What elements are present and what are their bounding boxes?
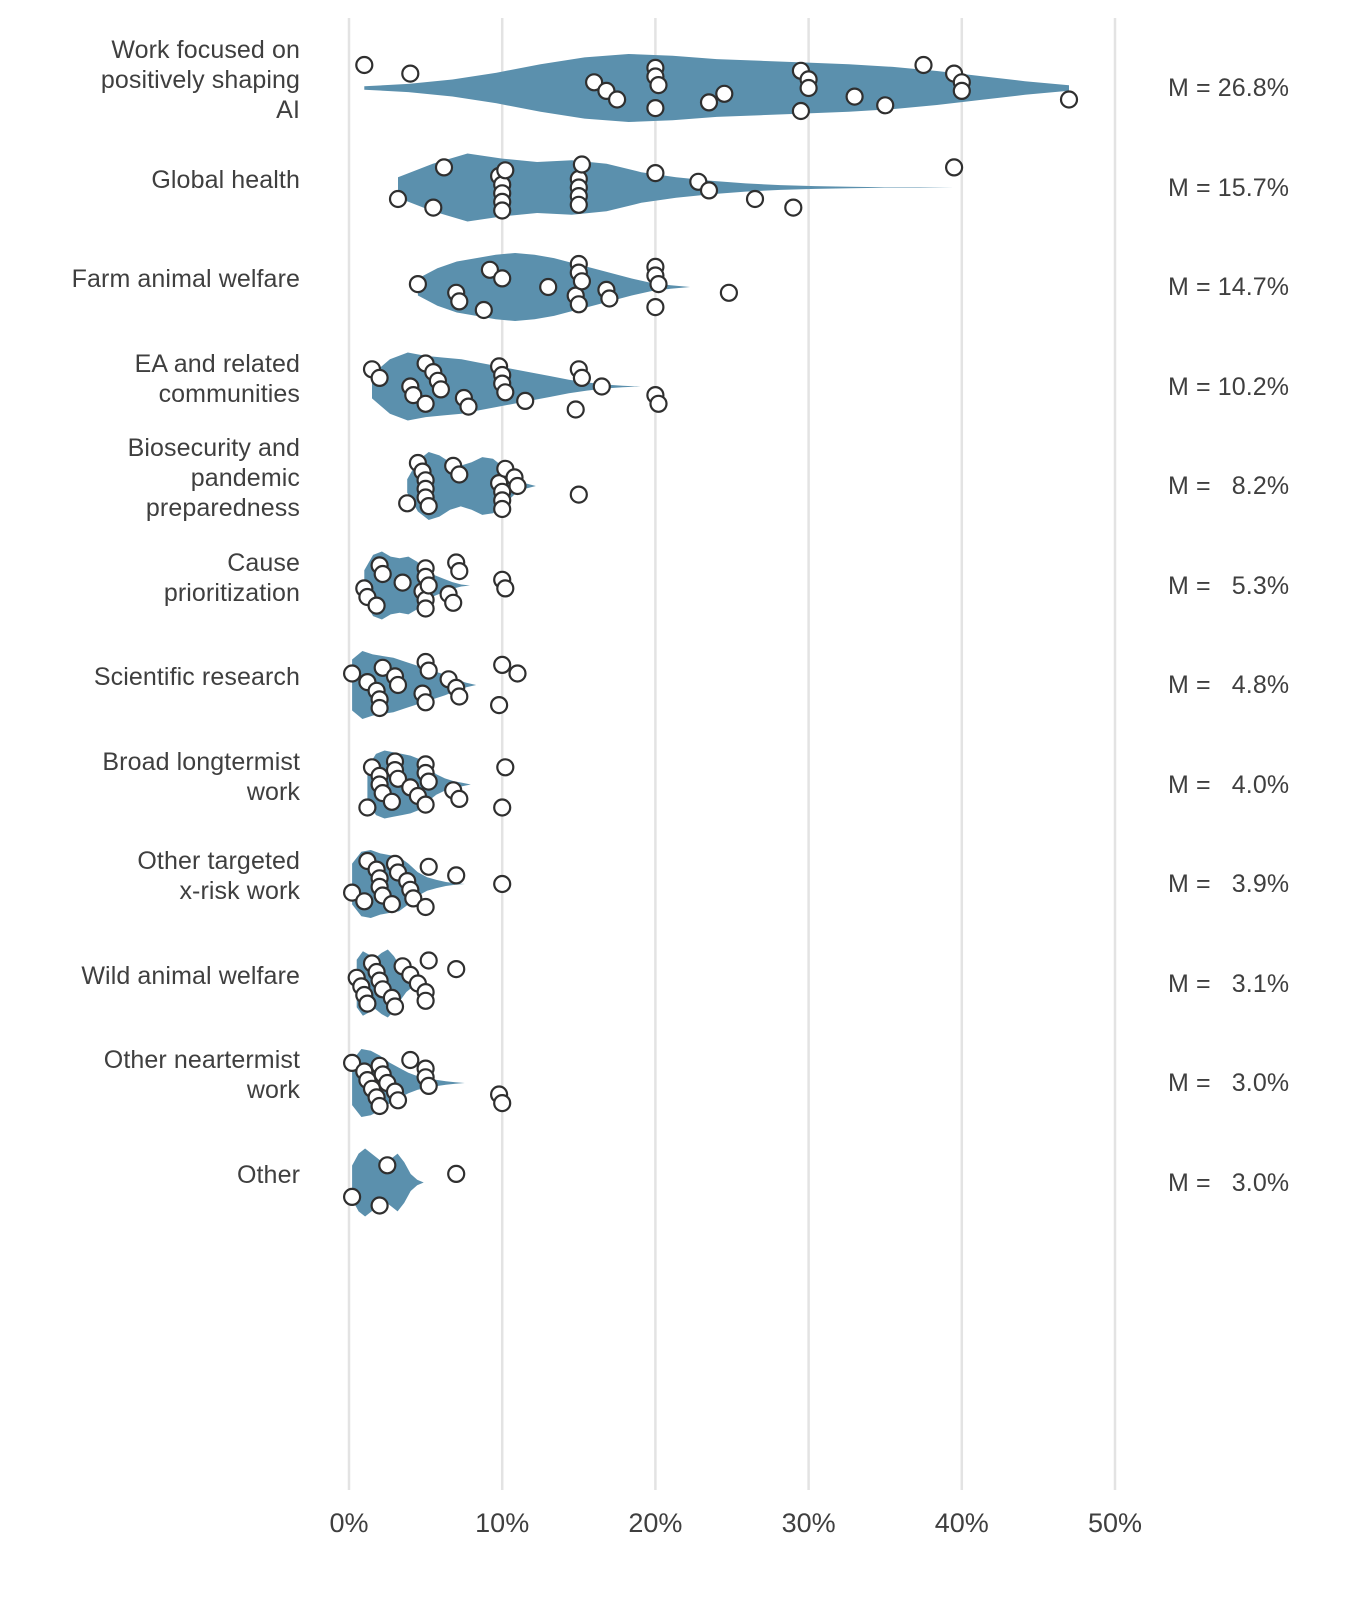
mean-label: M = 26.8% (1168, 74, 1290, 102)
x-tick-label: 40% (934, 1508, 989, 1538)
data-point (445, 595, 461, 611)
data-point (418, 396, 434, 412)
category-label: Farm animal welfare (71, 265, 300, 293)
data-point (395, 575, 411, 591)
mean-label: M = 8.2% (1168, 472, 1290, 500)
x-tick-label: 30% (781, 1508, 836, 1538)
data-point (461, 399, 477, 415)
data-point (448, 1166, 464, 1182)
mean-label: M = 3.1% (1168, 969, 1290, 998)
data-point (369, 598, 385, 614)
data-point (421, 774, 437, 790)
category-label: EA and related communities (134, 349, 300, 408)
data-point (372, 1198, 388, 1214)
data-point (451, 791, 467, 807)
data-point (451, 467, 467, 483)
category-label: Scientific research (93, 663, 300, 691)
data-point (359, 996, 375, 1012)
data-point (494, 657, 510, 673)
category-label: Biosecurity and pandemic preparedness (127, 434, 300, 522)
data-point (387, 999, 403, 1015)
category-label: Work focused on positively shaping AI (100, 36, 300, 124)
data-point (497, 580, 513, 596)
data-point (801, 80, 817, 96)
data-point (356, 57, 372, 73)
data-point (421, 663, 437, 679)
x-tick-label: 50% (1087, 1508, 1143, 1538)
mean-label: M = 3.0% (1168, 1069, 1290, 1097)
data-point (421, 498, 437, 514)
data-point (421, 578, 437, 594)
data-point (747, 191, 763, 207)
mean-label: M = 4.0% (1168, 770, 1290, 799)
data-point (716, 86, 732, 102)
data-point (410, 276, 426, 292)
data-point (494, 800, 510, 816)
data-point (877, 97, 893, 113)
data-point (954, 83, 970, 99)
data-point (421, 953, 437, 969)
data-point (421, 859, 437, 875)
data-point (494, 270, 510, 286)
data-point (418, 899, 434, 915)
data-point (497, 759, 513, 775)
mean-label: M = 14.7% (1168, 273, 1290, 301)
data-point (418, 993, 434, 1009)
data-point (601, 291, 617, 307)
data-point (399, 495, 415, 511)
data-point (497, 384, 513, 400)
data-point (384, 794, 400, 810)
data-point (359, 800, 375, 816)
data-point (491, 697, 507, 713)
data-point (1061, 92, 1077, 108)
data-point (402, 66, 418, 82)
data-point (701, 182, 717, 198)
data-point (574, 273, 590, 289)
data-point (946, 159, 962, 175)
data-point (574, 157, 590, 173)
data-point (494, 501, 510, 517)
data-point (375, 566, 391, 582)
data-point (721, 285, 737, 301)
category-label: Other neartermist work (103, 1046, 300, 1104)
data-point (448, 961, 464, 977)
data-point (494, 203, 510, 219)
data-point (647, 165, 663, 181)
data-point (847, 89, 863, 105)
data-point (571, 197, 587, 213)
data-point (793, 103, 809, 119)
data-point (390, 677, 406, 693)
x-tick-label: 10% (475, 1508, 530, 1538)
data-point (418, 694, 434, 710)
data-point (344, 666, 360, 682)
mean-label: M = 5.3% (1168, 571, 1290, 600)
data-point (448, 867, 464, 883)
mean-label: M = 4.8% (1168, 671, 1290, 699)
data-point (651, 77, 667, 93)
data-point (574, 370, 590, 386)
data-point (594, 379, 610, 395)
data-point (609, 92, 625, 108)
mean-label: M = 3.0% (1168, 1168, 1290, 1197)
data-point (510, 478, 526, 494)
data-point (540, 279, 556, 295)
data-point (497, 162, 513, 178)
data-point (494, 876, 510, 892)
x-tick-label: 20% (628, 1508, 683, 1538)
data-point (451, 293, 467, 309)
category-label: Wild animal welfare (81, 961, 300, 990)
category-label: Broad longtermist work (102, 747, 300, 806)
data-point (372, 370, 388, 386)
data-point (651, 396, 667, 412)
data-point (517, 393, 533, 409)
data-point (571, 487, 587, 503)
data-point (433, 381, 449, 397)
data-point (494, 1095, 510, 1111)
data-point (651, 276, 667, 292)
data-point (510, 666, 526, 682)
data-point (421, 1078, 437, 1094)
mean-label: M = 15.7% (1168, 173, 1290, 202)
data-point (372, 700, 388, 716)
x-tick-label: 0% (329, 1508, 369, 1538)
data-point (390, 191, 406, 207)
data-point (476, 302, 492, 318)
data-point (701, 94, 717, 110)
data-point (568, 402, 584, 418)
data-point (916, 57, 932, 73)
data-point (379, 1157, 395, 1173)
data-point (451, 689, 467, 705)
data-point (451, 563, 467, 579)
mean-label: M = 10.2% (1168, 372, 1290, 401)
data-point (785, 200, 801, 216)
mean-label: M = 3.9% (1168, 870, 1290, 898)
data-point (647, 100, 663, 116)
data-point (436, 159, 452, 175)
category-label: Cause prioritization (163, 548, 300, 607)
category-label: Other targeted x-risk work (137, 847, 300, 905)
data-point (390, 1092, 406, 1108)
data-point (571, 296, 587, 312)
violin-shape (398, 154, 954, 222)
category-label: Other (236, 1160, 300, 1189)
data-point (384, 896, 400, 912)
data-point (647, 299, 663, 315)
data-point (402, 1052, 418, 1068)
data-point (356, 893, 372, 909)
category-label: Global health (151, 165, 300, 194)
data-point (418, 797, 434, 813)
data-point (418, 601, 434, 617)
data-point (344, 1189, 360, 1205)
data-point (372, 1098, 388, 1114)
violin-shape (352, 1149, 456, 1217)
data-point (425, 200, 441, 216)
